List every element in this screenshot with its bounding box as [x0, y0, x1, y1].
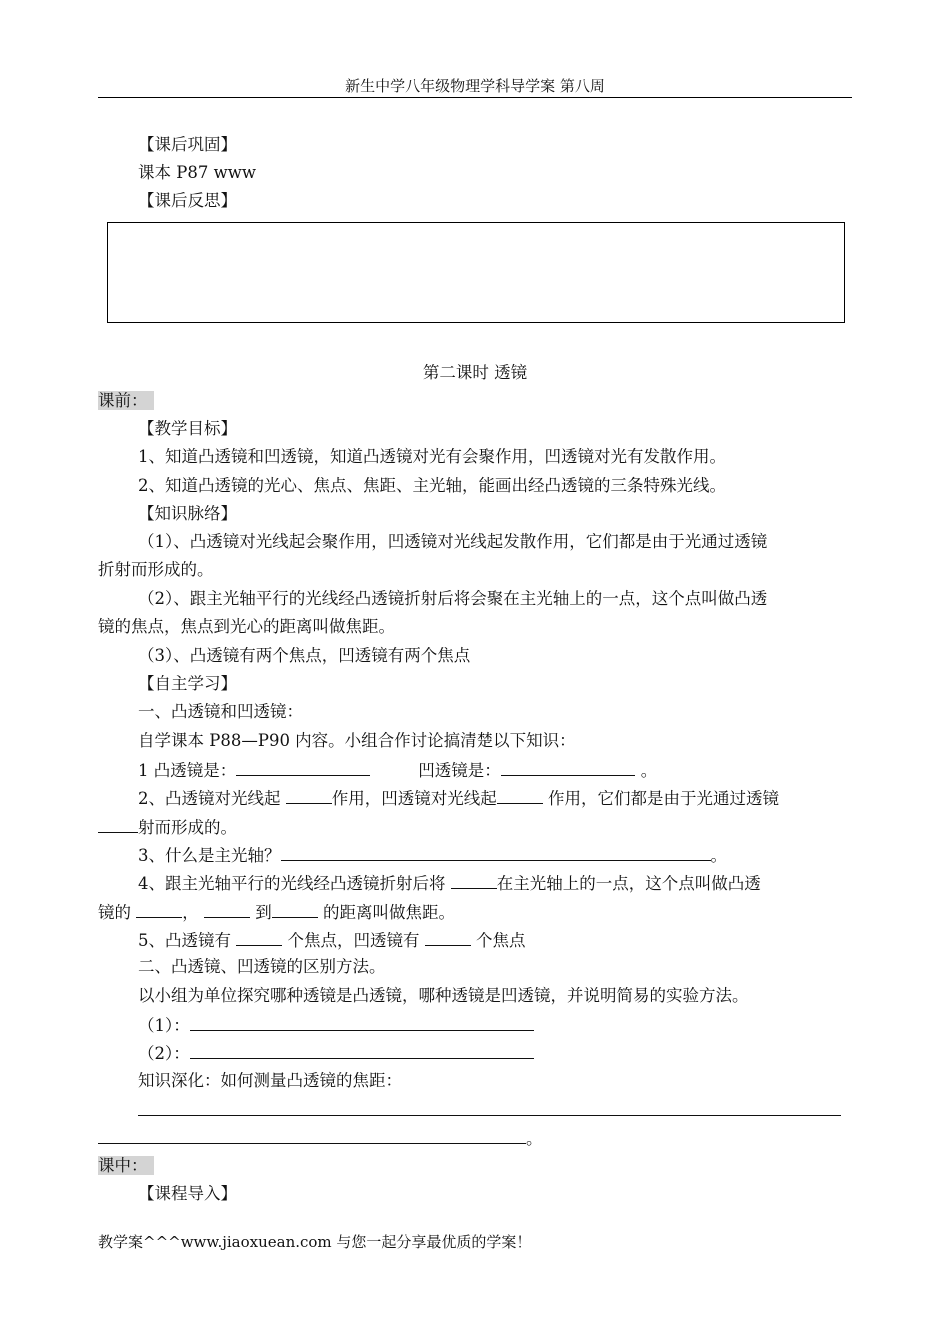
refraction-blank[interactable]: [98, 815, 138, 833]
deepen-answer-line-1: [138, 1098, 841, 1122]
page-footer: 教学案^^^www.jiaoxuean.com 与您一起分享最优质的学案！: [98, 1233, 532, 1251]
distance-from-blank[interactable]: [204, 900, 250, 918]
self-study-heading: 【自主学习】: [138, 674, 237, 693]
knowledge-2-line-1: （2）、跟主光轴平行的光线经凸透镜折射后将会聚在主光轴上的一点，这个点叫做凸透: [138, 589, 768, 608]
focus-blank[interactable]: [136, 900, 182, 918]
intro-heading: 【课程导入】: [138, 1184, 237, 1203]
method-2: （2）：: [138, 1041, 534, 1065]
concave-focus-count-blank[interactable]: [425, 928, 471, 946]
concave-effect-blank[interactable]: [497, 786, 543, 804]
part1-title: 一、凸透镜和凹透镜：: [138, 702, 303, 721]
part2-title: 二、凸透镜、凹透镜的区别方法。: [138, 957, 386, 976]
knowledge-3: （3）、凸透镜有两个焦点，凹透镜有两个焦点: [138, 646, 471, 665]
question-2-line-1: 2、凸透镜对光线起 作用，凹透镜对光线起 作用，它们都是由于光通过透镜: [138, 786, 779, 810]
question-2-line-2: 射而形成的。: [98, 815, 237, 839]
question-1: 1 凸透镜是： 凹透镜是： 。: [138, 758, 657, 782]
consolidation-heading: 【课后巩固】: [138, 135, 237, 154]
distance-to-blank[interactable]: [272, 900, 318, 918]
question-4-line-2: 镜的 ， 到 的距离叫做焦距。: [98, 900, 455, 924]
page-header: 新生中学八年级物理学科导学案 第八周: [98, 76, 852, 98]
focal-length-blank-1[interactable]: [138, 1098, 841, 1116]
objective-1: 1、知道凸透镜和凹透镜，知道凸透镜对光有会聚作用，凹透镜对光有发散作用。: [138, 447, 726, 466]
knowledge-heading: 【知识脉络】: [138, 504, 237, 523]
knowledge-1-line-2: 折射而形成的。: [98, 560, 214, 579]
lesson-title: 第二课时 透镜: [422, 363, 528, 382]
consolidation-text: 课本 P87 www: [138, 163, 256, 182]
objectives-heading: 【教学目标】: [138, 419, 237, 438]
objective-2: 2、知道凸透镜的光心、焦点、焦距、主光轴，能画出经凸透镜的三条特殊光线。: [138, 476, 726, 495]
question-3: 3、什么是主光轴？ 。: [138, 843, 727, 867]
knowledge-1-line-1: （1）、凸透镜对光线起会聚作用，凹透镜对光线起发散作用，它们都是由于光通过透镜: [138, 532, 768, 551]
pre-class-label: 课前：: [98, 390, 154, 412]
convex-definition-blank[interactable]: [236, 758, 370, 776]
convex-effect-blank[interactable]: [286, 786, 332, 804]
in-class-label: 课中：: [98, 1155, 154, 1177]
reflection-box[interactable]: [107, 222, 845, 323]
concave-definition-blank[interactable]: [501, 758, 635, 776]
question-5: 5、凸透镜有 个焦点，凹透镜有 个焦点: [138, 928, 526, 952]
reflection-heading: 【课后反思】: [138, 191, 237, 210]
method-2-blank[interactable]: [190, 1041, 534, 1059]
principal-axis-blank[interactable]: [281, 843, 711, 861]
method-1: （1）：: [138, 1013, 534, 1037]
knowledge-2-line-2: 镜的焦点，焦点到光心的距离叫做焦距。: [98, 617, 395, 636]
part1-intro: 自学课本 P88—P90 内容。小组合作讨论搞清楚以下知识：: [138, 731, 576, 750]
method-1-blank[interactable]: [190, 1013, 534, 1031]
focal-length-blank-2[interactable]: [98, 1126, 526, 1144]
converge-blank[interactable]: [451, 871, 497, 889]
deepen-answer-line-2: 。: [98, 1126, 543, 1150]
part2-intro: 以小组为单位探究哪种透镜是凸透镜，哪种透镜是凹透镜，并说明简易的实验方法。: [138, 986, 749, 1005]
convex-focus-count-blank[interactable]: [236, 928, 282, 946]
deepen-question: 知识深化：如何测量凸透镜的焦距：: [138, 1071, 402, 1090]
question-4-line-1: 4、跟主光轴平行的光线经凸透镜折射后将 在主光轴上的一点，这个点叫做凸透: [138, 871, 761, 895]
